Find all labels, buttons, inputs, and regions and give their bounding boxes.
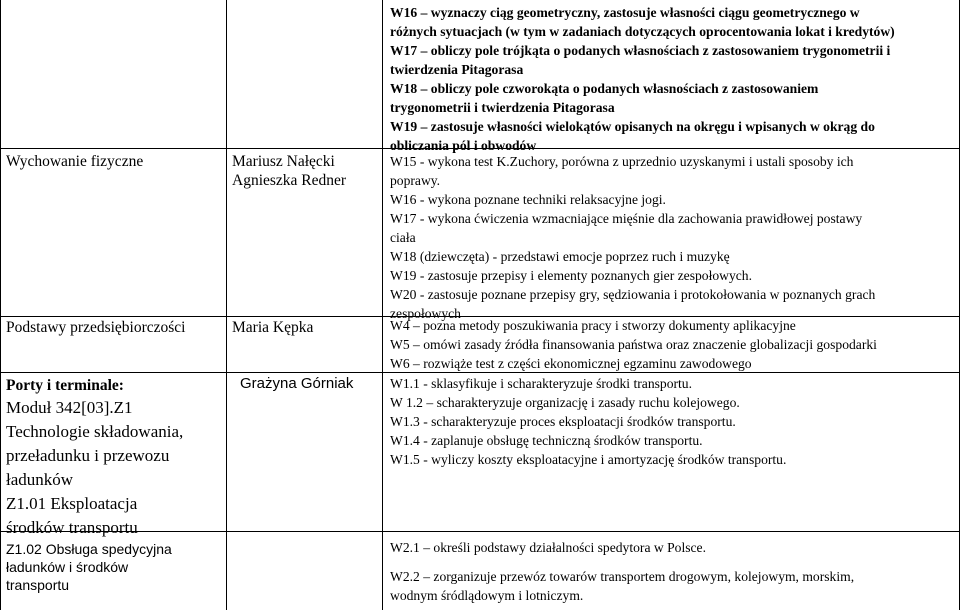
outcome-line: W17 - wykona ćwiczenia wzmacniające mięśnie dla zachowania prawidłowej postawy [390,211,863,226]
outcome-line: W19 - zastosuje przepisy i elementy poznanych gier zespołowych. [390,268,752,283]
module-line: Moduł 342[03].Z1 [6,398,133,417]
module-line: ładunków i środków [6,559,129,575]
module-heading: Porty i terminale: [6,377,124,394]
outcome-line: W16 – wyznaczy ciąg geometryczny, zastosuje własności ciągu geometrycznego w [390,5,860,20]
table-divider-2 [382,0,383,610]
outcome-line: ciała [390,230,416,245]
outcome-line: różnych sytuacjach (w tym w zadaniach dotyczących oprocentowania lokat i kredytów) [390,24,895,39]
outcome-line: W19 – zastosuje własności wielokątów opisanych na okręgu i wpisanych w okrąg do [390,119,875,134]
outcome-line: twierdzenia Pitagorasa [390,62,524,77]
outcome-line: W2.2 – zorganizuje przewóz towarów transportem drogowym, kolejowym, morskim, [390,569,855,584]
outcomes-cell [390,374,786,469]
outcome-line: obliczania pól i obwodów [390,138,537,153]
table-divider-1 [226,0,227,610]
outcome-line: W1.3 - scharakteryzuje proces eksploatacji środków transportu. [390,414,736,429]
outcomes-cell [390,538,854,605]
teacher-name: Agnieszka Redner [232,172,347,189]
outcome-line: W16 - wykona poznane techniki relaksacyjne jogi. [390,192,666,207]
outcome-line: W5 – omówi zasady źródła finansowania państwa oraz znaczenie globalizacji gospodarki [390,337,877,352]
outcomes-cell [390,3,895,155]
teacher-name: Mariusz Nałęcki [232,153,335,170]
outcome-line: trygonometrii i twierdzenia Pitagorasa [390,100,615,115]
module-line: Technologie składowania, [6,422,184,441]
teacher-name: Grażyna Górniak [240,375,354,392]
teacher-cell [240,374,353,393]
subject-cell [6,152,143,171]
outcome-line: W18 (dziewczęta) - przedstawi emocje poprzez ruch i muzykę [390,249,730,264]
subject-name: Podstawy przedsiębiorczości [6,319,186,336]
outcome-line: W1.1 - sklasyfikuje i scharakteryzuje środki transportu. [390,376,692,391]
outcome-line: poprawy. [390,173,441,188]
module-line: Z1.02 Obsługa spedycyjna [6,541,172,557]
teacher-cell [232,318,313,337]
subject-cell [6,376,183,540]
table-border-left [0,0,1,610]
subject-name: Wychowanie fizyczne [6,153,144,170]
module-line: transportu [6,577,70,593]
outcome-line: W18 – obliczy pole czworokąta o podanych własnościach z zastosowaniem [390,81,819,96]
outcome-line: W20 - zastosuje poznane przepisy gry, sędziowania i protokołowania w poznanych grach [390,287,876,302]
outcome-line: wodnym śródlądowym i lotniczym. [390,588,584,603]
outcome-line: W6 – rozwiąże test z części ekonomicznej egzaminu zawodowego [390,356,752,371]
outcomes-cell [390,152,875,323]
outcome-line: W4 – pozna metody poszukiwania pracy i stworzy dokumenty aplikacyjne [390,318,796,333]
module-line: ładunków [6,470,74,489]
module-line: przeładunku i przewozu [6,446,170,465]
outcome-line: W15 - wykona test K.Zuchory, porówna z uprzednio uzyskanymi i ustali sposoby ich [390,154,854,169]
module-line: środków transportu [6,518,138,537]
outcome-line [390,557,854,567]
outcome-line: W2.1 – określi podstawy działalności spedytora w Polsce. [390,540,706,555]
outcome-line: W1.4 - zaplanuje obsługę techniczną środków transportu. [390,433,703,448]
outcome-line: zespołowych [390,306,461,321]
teacher-name: Maria Kępka [232,319,314,336]
module-line: Z1.01 Eksploatacja [6,494,138,513]
subject-cell [6,540,172,594]
subject-cell [6,318,186,337]
outcome-line: W 1.2 – scharakteryzuje organizację i zasady ruchu kolejowego. [390,395,740,410]
outcomes-cell [390,316,877,373]
outcome-line: W17 – obliczy pole trójkąta o podanych własnościach z zastosowaniem trygonometrii i [390,43,891,58]
outcome-line: W1.5 - wyliczy koszty eksploatacyjne i amortyzację środków transportu. [390,452,787,467]
teacher-cell [232,152,346,190]
